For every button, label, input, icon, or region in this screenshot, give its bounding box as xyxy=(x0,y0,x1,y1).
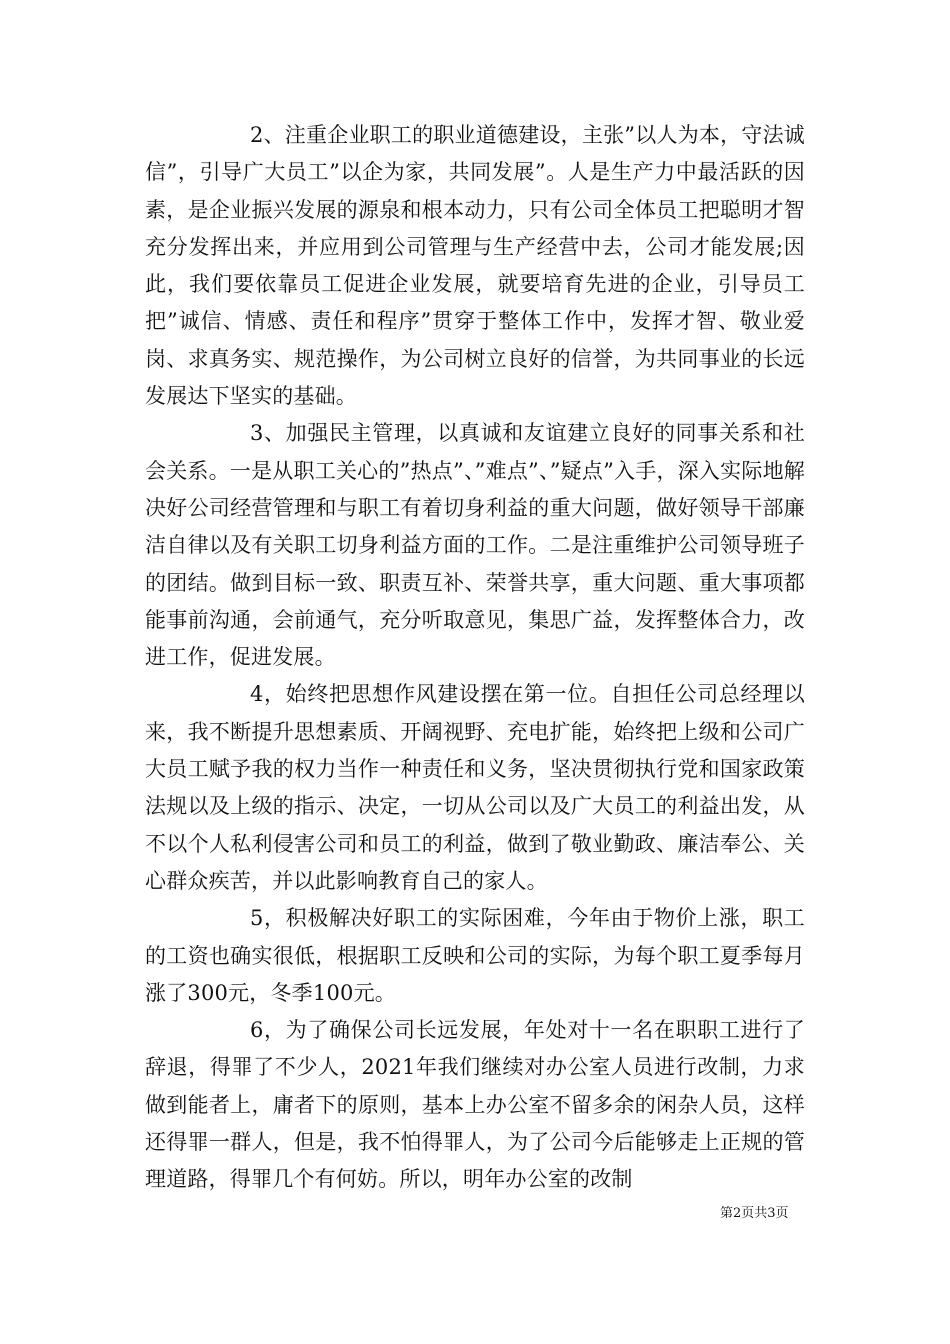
paragraph-6: 6，为了确保公司长远发展，年处对十一名在职职工进行了辞退，得罪了不少人，2021年我们继续对办公室人员进行改制，力求做到能者上，庸者下的原则，基本上办公室不留多余的闲杂人员，这样还得罪一群人，但是，我不怕得罪人，为了公司今后能够走上正规的管理道路，得罪几个有何妨。所以，明年办公室的改制 xyxy=(145,1018,805,1192)
paragraph-3: 3、加强民主管理，以真诚和友谊建立良好的同事关系和社会关系。一是从职工关心的”热点”、”难点”、”疑点”入手，深入实际地解决好公司经营管理和与职工有着切身利益的重大问题，做好领导干部廉洁自律以及有关职工切身利益方面的工作。二是注重维护公司领导班子的团结。做到目标一致、职责互补、荣誉共享，重大问题、重大事项都能事前沟通，会前通气，充分听取意见，集思广益，发挥整体合力，改进工作，促进发展。 xyxy=(145,421,805,670)
paragraph-5: 5，积极解决好职工的实际困难，今年由于物价上涨，职工的工资也确实很低，根据职工反映和公司的实际，为每个职工夏季每月涨了300元，冬季100元。 xyxy=(145,906,805,1005)
paragraph-2: 2、注重企业职工的职业道德建设，主张”以人为本，守法诚信”，引导广大员工”以企为家，共同发展”。人是生产力中最活跃的因素，是企业振兴发展的源泉和根本动力，只有公司全体员工把聪明才智充分发挥出来，并应用到公司管理与生产经营中去，公司才能发展;因此，我们要依靠员工促进企业发展，就要培育先进的企业，引导员工把”诚信、情感、责任和程序”贯穿于整体工作中，发挥才智、敬业爱岗、求真务实、规范操作，为公司树立良好的信誉，为共同事业的长远发展达下坚实的基础。 xyxy=(145,123,805,409)
page-number-footer: 第2页共3页 xyxy=(720,1206,789,1221)
paragraph-4: 4，始终把思想作风建设摆在第一位。自担任公司总经理以来，我不断提升思想素质、开阔视野、充电扩能，始终把上级和公司广大员工赋予我的权力当作一种责任和义务，坚决贯彻执行党和国家政策法规以及上级的指示、决定，一切从公司以及广大员工的利益出发，从不以个人私利侵害公司和员工的利益，做到了敬业勤政、廉洁奉公、关心群众疾苦，并以此影响教育自己的家人。 xyxy=(145,682,805,893)
document-body xyxy=(145,117,805,1199)
